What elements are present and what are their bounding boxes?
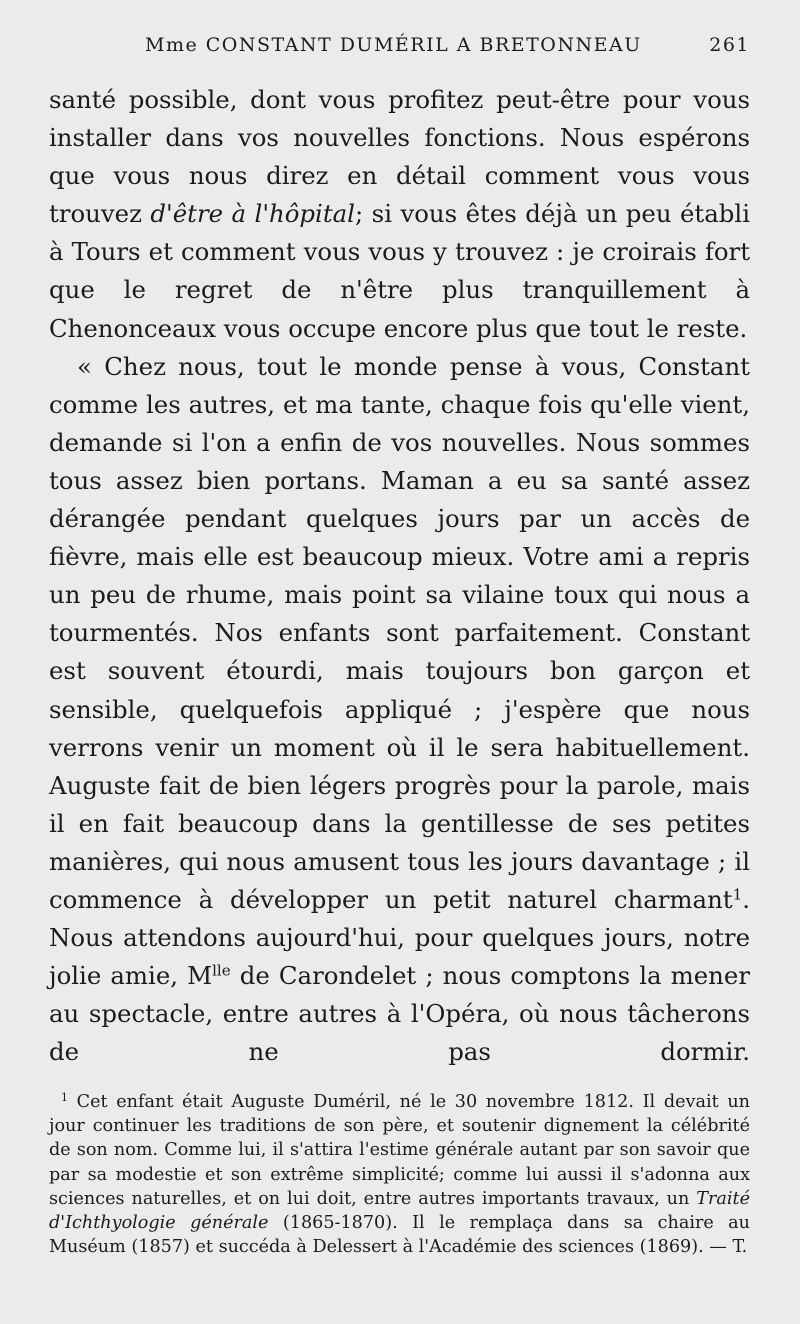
footnote-1 [49, 1090, 750, 1259]
paragraph-2-text-a: « Chez nous, tout le monde pense à vous, Constant comme les autres, et ma tante, chaque fois qu'elle vient, demande si l'on a enfin de vos nouvelles. Nous sommes tous assez bien portans. Maman a eu sa santé assez dérangée pendant quelques jours par un accès de fièvre, mais elle est beaucoup mieux. Votre ami a repris un peu de rhume, mais point sa vilaine toux qui nous a tourmentés. Nos enfants sont parfaitement. Constant est souvent étourdi, mais toujours bon garçon et sensible, quelquefois appliqué ; j'espère que nous verrons venir un moment où il le sera habituellement. Auguste fait de bien légers progrès pour la parole, mais il en fait beaucoup dans la gentillesse de ses petites manières, qui nous amusent tous les jours davantage ; il commence à développer un petit naturel charmant [49, 351, 750, 914]
paragraph-2-text-b: . Nous attendons aujourd'hui, pour quelques jours, notre jolie amie, M [49, 884, 750, 991]
footnote-text-b: (1865-1870). Il le remplaça dans sa chaire au Muséum (1857) et succéda à Delessert à l'Académie des sciences (1869). — T. [49, 1213, 750, 1258]
body-text [49, 81, 750, 1071]
footnote-reference: 1 [732, 885, 743, 904]
page-number: 261 [709, 34, 750, 56]
footnote-marker: 1 [61, 1091, 68, 1104]
footnotes [49, 1090, 750, 1259]
footnote-italic-title: Traité d'Ichthyologie générale [49, 1188, 750, 1234]
paragraph-2-text-c: de Carondelet ; nous comptons la mener au spectacle, entre autres à l'Opéra, où nous tâcherons de ne pas dormir. [49, 961, 750, 1067]
paragraph-1 [49, 81, 750, 348]
superscript-abbrev: lle [212, 961, 231, 980]
paragraph-2 [49, 348, 750, 1072]
footnote-text-a: Cet enfant était Auguste Duméril, né le 30 novembre 1812. Il devait un jour continuer les traditions de son père, et soutenir dignement la célébrité de son nom. Comme lui, il s'attira l'estime générale autant par son savoir que par sa modestie et son extrême simplicité; comme lui aussi il s'adonna aux sciences naturelles, et on lui doit, entre autres importants travaux, un [49, 1092, 750, 1209]
paragraph-1-text-b: ; si vous êtes déjà un peu établi à Tours et comment vous vous y trouvez : je croirais fort que le regret de n'être plus tranquillement à Chenonceaux vous occupe encore plus que tout le reste. [49, 199, 750, 343]
paragraph-1-italic: d'être à l'hôpital [150, 199, 355, 229]
paragraph-1-text-a: santé possible, dont vous profitez peut-être pour vous installer dans vos nouvelles fonctions. Nous espérons que vous nous direz en détail comment vous vous trouvez [49, 85, 750, 229]
running-title: Mme CONSTANT DUMÉRIL A BRETONNEAU [145, 34, 642, 56]
